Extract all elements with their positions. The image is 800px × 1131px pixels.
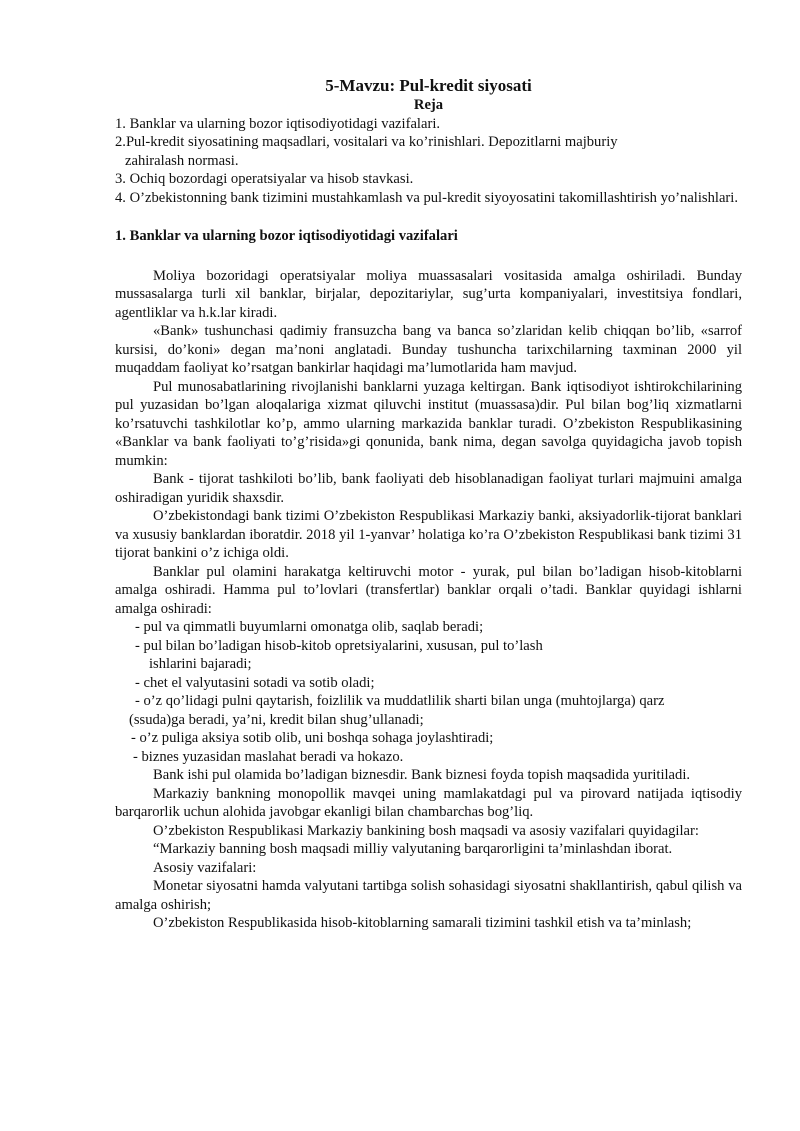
paragraph: Monetar siyosatni hamda valyutani tartibga solish sohasidagi siyosatni shakllantirish, qabul qilish va amalga oshirish;	[115, 878, 742, 913]
section-body	[115, 267, 742, 933]
list-item: - o’z puliga aksiya sotib olib, uni boshqa sohaga joylashtiradi;	[131, 730, 494, 746]
paragraph: “Markaziy banning bosh maqsadi milliy valyutaning barqarorligini ta’minlashdan iborat.	[153, 841, 673, 857]
paragraph: Moliya bozoridagi operatsiyalar moliya muassasalari vositasida amalga oshiriladi. Bunday mussasalarga turli xil banklar, birjalar, depozitariylar, sug’urta kompaniyalari, investitsiya fondlari, agentliklar va h.k.lar kiradi.	[115, 267, 742, 321]
list-item: - pul bilan bo’ladigan hisob-kitob opretsiyalarini, xususan, pul to’lash	[135, 637, 543, 654]
paragraph: Markaziy bankning monopollik mavqei uning mamlakatdagi pul va pirovard natijada iqtisodiy barqarorlik uchun alohida javobgar ekanligi bilan chambarchas bog’liq.	[115, 785, 742, 820]
plan-item: 3. Ochiq bozordagi operatsiyalar va hisob stavkasi.	[115, 171, 414, 187]
list-item-continuation: (ssuda)ga beradi, ya’ni, kredit bilan shug’ullanadi;	[129, 711, 424, 728]
paragraph: O’zbekiston Respublikasi Markaziy bankining bosh maqsadi va asosiy vazifalari quyidagilar:	[153, 822, 699, 839]
paragraph: Pul munosabatlarining rivojlanishi banklarni yuzaga keltirgan. Bank iqtisodiyot ishtirokchilarining pul yuzasidan bo’lgan aloqalariga xizmat qiluvchi institut (muassasa)dir. Pul bilan bog’liq xizmatlarni ko’rsatuvchi tashkilotlar ko’p, ammo ularning markazida banklar turadi. O’zbekiston Respublikasining «Banklar va bank faoliyati to’g’risida»gi qonunida, bank nima, degan savolga quyidagicha javob topish mumkin:	[115, 378, 742, 469]
section-heading: 1. Banklar va ularning bozor iqtisodiyotidagi vazifalari	[115, 228, 458, 244]
plan-item: 4. O’zbekistonning bank tizimini mustahkamlash va pul-kredit siyoyosatini takomillashtirish yo’nalishlari.	[115, 189, 738, 206]
plan-item: 1. Banklar va ularning bozor iqtisodiyotidagi vazifalari.	[115, 115, 441, 132]
list-item: - chet el valyutasini sotadi va sotib oladi;	[135, 674, 375, 691]
plan-item: 2.Pul-kredit siyosatining maqsadlari, vositalari va ko’rinishlari. Depozitlarni majburiy	[115, 134, 618, 150]
paragraph: Bank - tijorat tashkiloti bo’lib, bank faoliyati deb hisoblanadigan faoliyat turlari majmuini amalga oshiradigan yuridik shaxsdir.	[115, 471, 742, 506]
paragraph: Asosiy vazifalari:	[153, 859, 257, 876]
list-item: - pul va qimmatli buyumlarni omonatga olib, saqlab beradi;	[135, 619, 484, 635]
plan-list	[115, 115, 742, 208]
document-title: 5-Mavzu: Pul-kredit siyosati	[325, 76, 532, 95]
bank-functions-list	[115, 618, 742, 766]
plan-heading: Reja	[413, 97, 444, 113]
list-item: - o’z qo’lidagi pulni qaytarish, foizlilik va muddatlilik sharti bilan unga (muhtojlarga) qarz	[135, 693, 665, 709]
plan-item-continuation: zahiralash normasi.	[125, 152, 239, 169]
paragraph: Banklar pul olamini harakatga keltiruvchi motor - yurak, pul bilan bo’ladigan hisob-kitoblarni amalga oshiradi. Hamma pul to’lovlari (transfertlar) banklar orqali o’tadi. Banklar quyidagi ishlarni amalga oshiradi:	[115, 563, 742, 617]
paragraph: O’zbekistondagi bank tizimi O’zbekiston Respublikasi Markaziy banki, aksiyadorlik-tijorat banklari va xususiy banklardan iboratdir. 2018 yil 1-yanvar’ holatiga ko’ra O’zbekiston Respublikasi bank tizimi 31 tijorat bankini o’z ichiga oldi.	[115, 508, 742, 561]
paragraph: Bank ishi pul olamida bo’ladigan biznesdir. Bank biznesi foyda topish maqsadida yuritiladi.	[153, 767, 691, 783]
paragraph: O’zbekiston Respublikasida hisob-kitoblarning samarali tizimini tashkil etish va ta’minlash;	[153, 915, 692, 931]
list-item-continuation: ishlarini bajaradi;	[149, 656, 252, 672]
list-item: - biznes yuzasidan maslahat beradi va hokazo.	[133, 748, 404, 765]
paragraph: «Bank» tushunchasi qadimiy fransuzcha bang va banca so’zlaridan kelib chiqqan bo’lib, «sarrof kursisi, do’koni» degan ma’noni anglatadi. Bunday tushuncha tarixchilarning taxminan 2000 yil muqaddam faoliyat ko’rsatgan bankirlar haqidagi ma’lumotlarida ham mavjud.	[115, 323, 742, 376]
